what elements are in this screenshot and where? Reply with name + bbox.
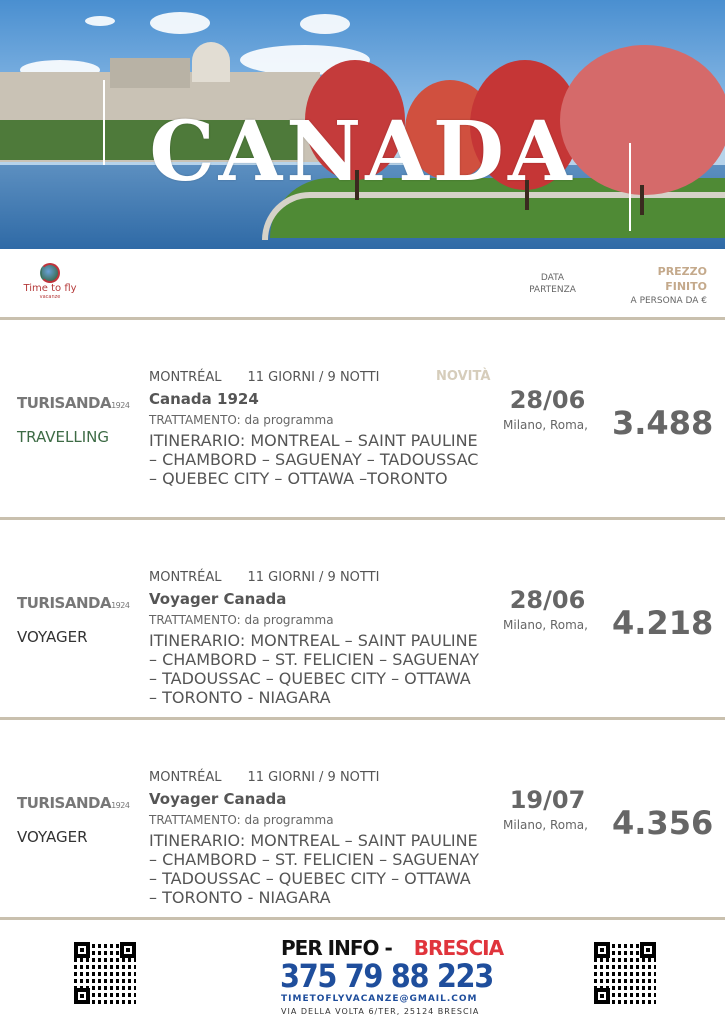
departure-date: 19/07 <box>509 786 586 814</box>
departure-label: PARTENZA <box>529 285 576 295</box>
hero-image <box>0 0 725 249</box>
info-city: BRESCIA <box>413 936 504 960</box>
offer-title: Canada 1924 <box>149 390 259 408</box>
new-badge: NOVITÀ <box>436 369 491 384</box>
offer-meta <box>149 570 405 585</box>
offer-row <box>0 720 725 920</box>
duration: 11 GIORNI / 9 NOTTI <box>247 370 380 385</box>
destination-city: MONTRÉAL <box>149 370 222 385</box>
operator-logo: TURISANDA1924 <box>17 394 130 412</box>
price-label: PREZZO <box>657 265 707 278</box>
offer-meta <box>149 770 405 785</box>
itinerary: ITINERARIO: MONTREAL – SAINT PAULINE – CHAMBORD – ST. FELICIEN – SAGUENAY – TADOUSSAC – QUEBEC CITY – OTTAWA – TORONTO - NIAGARA <box>149 831 480 907</box>
phone-number[interactable]: 375 79 88 223 <box>280 957 493 995</box>
departure-cities: Milano, Roma, <box>503 818 588 832</box>
price: 4.356 <box>612 804 714 842</box>
offer-title: Voyager Canada <box>149 590 287 608</box>
offer-row <box>0 320 725 520</box>
operator-logo: TURISANDA1924 <box>17 594 130 612</box>
departure-cities: Milano, Roma, <box>503 618 588 632</box>
final-label: FINITO <box>665 280 707 293</box>
date-column-header <box>525 272 580 296</box>
departure-date: 28/06 <box>509 386 586 414</box>
operator-logo: TURISANDA1924 <box>17 794 130 812</box>
treatment: TRATTAMENTO: da programma <box>149 613 334 627</box>
price: 4.218 <box>612 604 714 642</box>
product-line: TRAVELLING <box>17 428 109 446</box>
address: VIA DELLA VOLTA 6/TER, 25124 BRESCIA <box>281 1007 480 1016</box>
qr-code-right[interactable] <box>594 942 656 1004</box>
globe-icon <box>40 263 60 283</box>
product-line: VOYAGER <box>17 828 88 846</box>
company-logo <box>20 263 80 300</box>
treatment: TRATTAMENTO: da programma <box>149 813 334 827</box>
logo-text: Time to fly <box>23 283 77 294</box>
date-label: DATA <box>540 273 565 283</box>
product-line: VOYAGER <box>17 628 88 646</box>
per-person-label: A PERSONA DA € <box>630 296 707 306</box>
itinerary: ITINERARIO: MONTREAL – SAINT PAULINE – CHAMBORD – SAGUENAY – TADOUSSAC – QUEBEC CITY – OTTAWA –TORONTO <box>149 431 479 488</box>
itinerary: ITINERARIO: MONTREAL – SAINT PAULINE – CHAMBORD – ST. FELICIEN – SAGUENAY – TADOUSSAC – QUEBEC CITY – OTTAWA – TORONTO - NIAGARA <box>149 631 480 707</box>
offer-row <box>0 520 725 720</box>
destination-city: MONTRÉAL <box>149 770 222 785</box>
duration: 11 GIORNI / 9 NOTTI <box>247 770 380 785</box>
logo-subtext: vacanze <box>39 294 61 300</box>
page-title: CANADA <box>149 104 576 200</box>
offer-title: Voyager Canada <box>149 790 287 808</box>
qr-code-left[interactable] <box>74 942 136 1004</box>
offer-meta <box>149 370 405 385</box>
departure-date: 28/06 <box>509 586 586 614</box>
price: 3.488 <box>612 404 714 442</box>
duration: 11 GIORNI / 9 NOTTI <box>247 570 380 585</box>
email-link[interactable]: TIMETOFLYVACANZE@GMAIL.COM <box>281 994 478 1004</box>
price-column-header <box>631 264 707 309</box>
treatment: TRATTAMENTO: da programma <box>149 413 334 427</box>
info-label: PER INFO - <box>281 936 392 960</box>
destination-city: MONTRÉAL <box>149 570 222 585</box>
departure-cities: Milano, Roma, <box>503 418 588 432</box>
